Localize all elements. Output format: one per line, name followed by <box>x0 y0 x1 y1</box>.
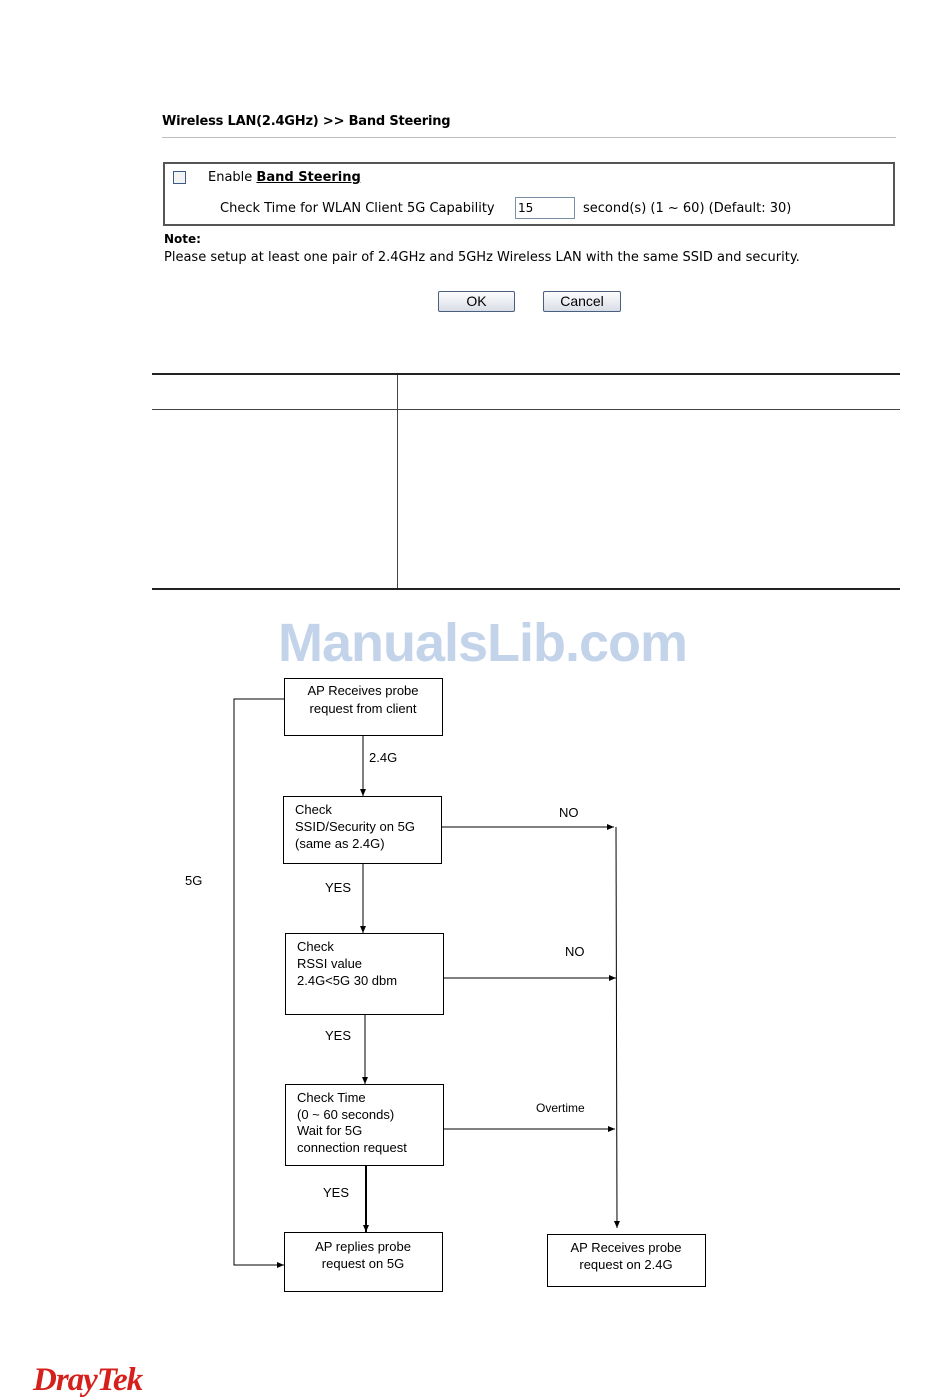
ap-replies-5g-line2: request on 5G <box>321 1256 405 1271</box>
check-rssi-line2: RSSI value <box>297 956 363 971</box>
check-time-line4: connection request <box>297 1140 407 1155</box>
ap-receives-probe-line1: AP Receives probe <box>307 683 419 698</box>
note-label: Note: <box>164 232 201 246</box>
check-time-label: Check Time for WLAN Client 5G Capability <box>220 201 495 216</box>
cancel-button[interactable]: Cancel <box>543 291 621 312</box>
check-ssid-line1: Check <box>295 802 332 817</box>
ap-receives-probe-line2: request from client <box>309 701 417 716</box>
draytek-logo: DrayTek <box>33 1362 143 1398</box>
label-no-2: NO <box>565 944 585 959</box>
label-no-1: NO <box>559 805 579 820</box>
check-time-line2: (0 ~ 60 seconds) <box>297 1107 395 1122</box>
check-time-line1: Check Time <box>297 1090 366 1105</box>
note-text: Please setup at least one pair of 2.4GHz and 5GHz Wireless LAN with the same SSID and security. <box>164 250 800 265</box>
check-time-line3: Wait for 5G <box>297 1123 363 1138</box>
arrow-to-24g <box>616 827 617 1228</box>
check-time-range-hint: second(s) (1 ~ 60) (Default: 30) <box>583 201 792 216</box>
arrow-5g-path <box>234 699 284 1265</box>
label-yes-2: YES <box>325 1028 352 1043</box>
band-steering-link[interactable]: Band Steering <box>256 170 361 185</box>
ok-button[interactable]: OK <box>438 291 515 312</box>
check-ssid-line2: SSID/Security on 5G <box>295 819 415 834</box>
page-title: Wireless LAN(2.4GHz) >> Band Steering <box>162 114 451 129</box>
check-rssi-line3: 2.4G<5G 30 dbm <box>297 973 398 988</box>
watermark: ManualsLib.com <box>277 613 688 673</box>
label-overtime: Overtime <box>536 1101 585 1115</box>
ap-receives-24g-line1: AP Receives probe <box>570 1240 682 1255</box>
check-rssi-line1: Check <box>297 939 334 954</box>
enable-prefix: Enable <box>208 170 253 185</box>
label-24g: 2.4G <box>369 750 398 765</box>
check-ssid-line3: (same as 2.4G) <box>295 836 385 851</box>
ap-replies-5g-line1: AP replies probe <box>315 1239 411 1254</box>
ap-receives-24g-line2: request on 2.4G <box>579 1257 673 1272</box>
label-5g: 5G <box>185 873 203 888</box>
label-yes-1: YES <box>325 880 352 895</box>
label-yes-3: YES <box>323 1185 350 1200</box>
